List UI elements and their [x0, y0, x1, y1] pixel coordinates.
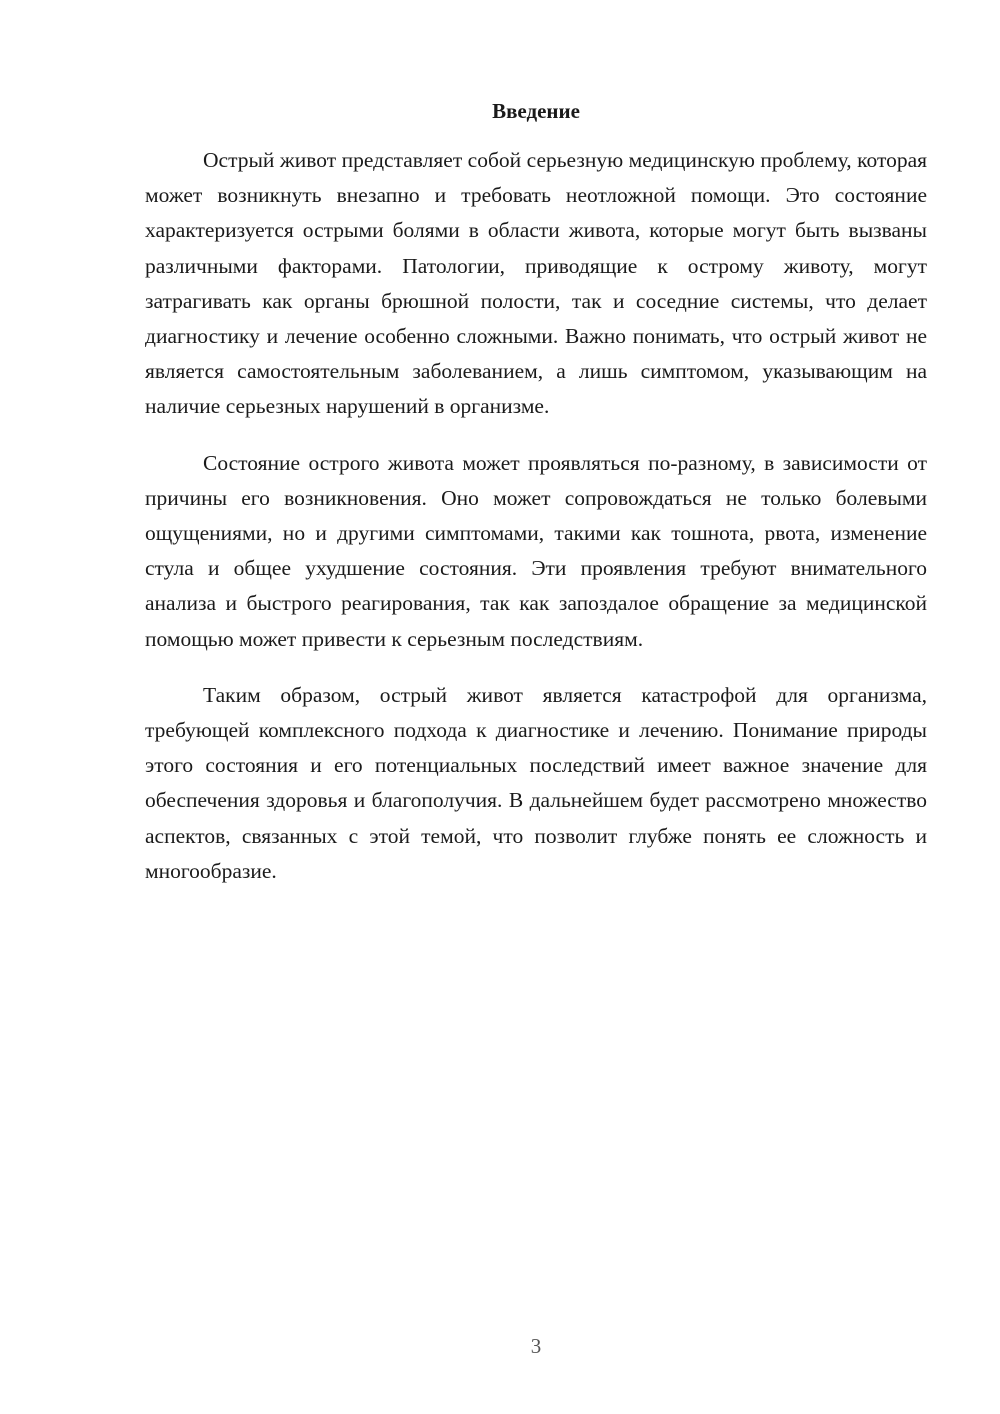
page-number: 3: [530, 1334, 542, 1358]
paragraph-3: Таким образом, острый живот является катастрофой для организма, требующей комплексного подхода к диагностике и лечению. Понимание природы этого состояния и его потенциальных последствий имеет важное значение для обеспечения здоровья и благополучия. В дальнейшем будет рассмотрено множество аспектов, связанных с этой темой, что позволит глубже понять ее сложность и многообразие.: [145, 682, 927, 883]
section-heading: Введение: [492, 99, 580, 123]
paragraph-2: Состояние острого живота может проявляться по-разному, в зависимости от причины его возникновения. Оно может сопровождаться не только болевыми ощущениями, но и другими симптомами, такими как тошнота, рвота, изменение стула и общее ухудшение состояния. Эти проявления требуют внимательного анализа и быстрого реагирования, так как запоздалое обращение за медицинской помощью может привести к серьезным последствиям.: [145, 450, 927, 651]
body-text: [145, 143, 927, 910]
paragraph-1: Острый живот представляет собой серьезную медицинскую проблему, которая может возникнуть внезапно и требовать неотложной помощи. Это состояние характеризуется острыми болями в области живота, которые могут быть вызваны различными факторами. Патологии, приводящие к острому животу, могут затрагивать как органы брюшной полости, так и соседние системы, что делает диагностику и лечение особенно сложными. Важно понимать, что острый живот не является самостоятельным заболеванием, а лишь симптомом, указывающим на наличие серьезных нарушений в организме.: [145, 148, 927, 419]
